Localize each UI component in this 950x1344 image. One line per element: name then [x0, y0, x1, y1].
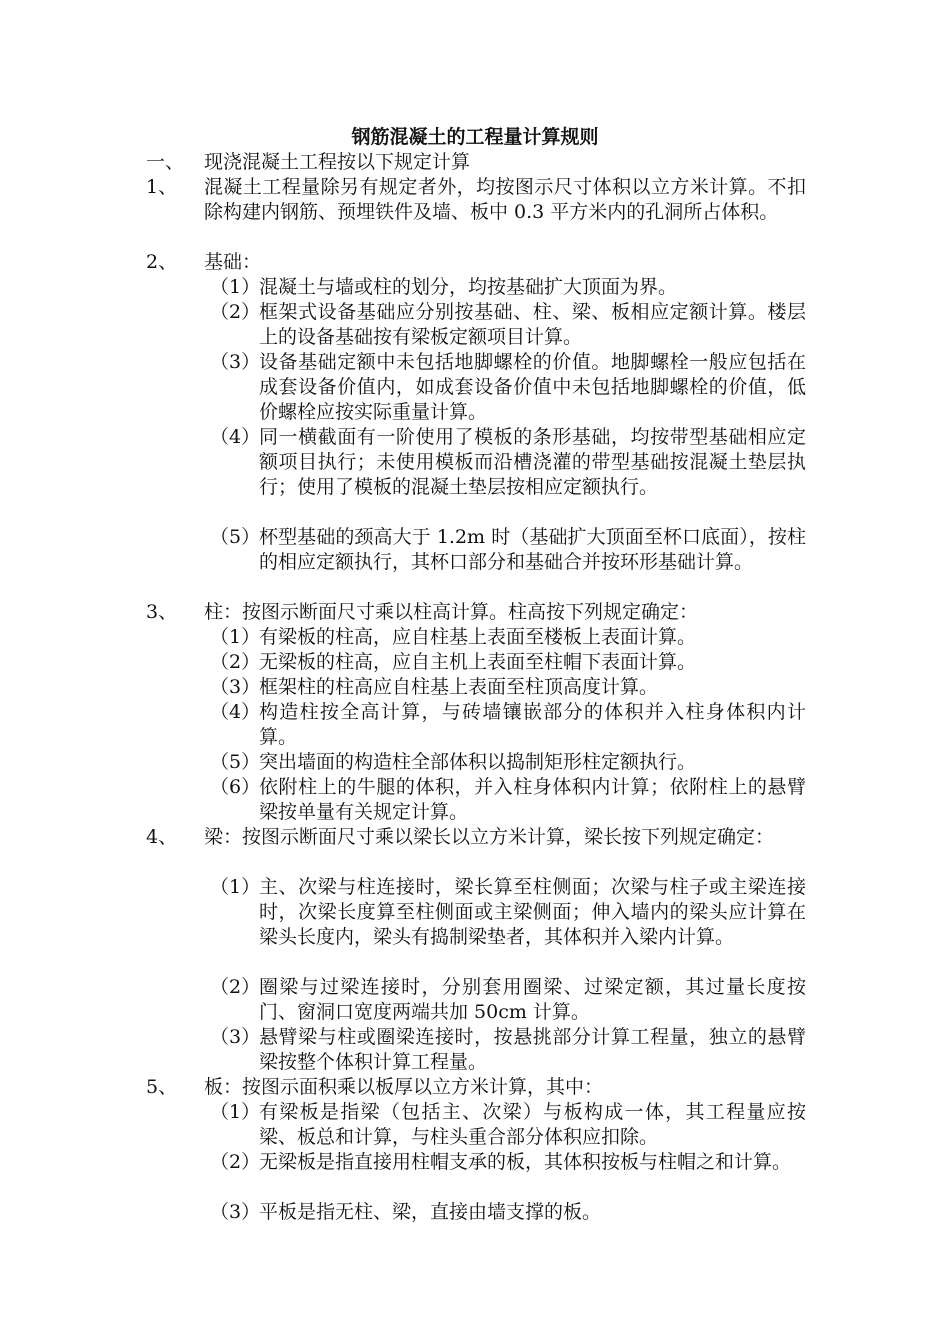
sub-item-text: 同一横截面有一阶使用了模板的条形基础，均按带型基础相应定额项目执行；未使用模板而沿槽浇灌的带型基础按混凝土垫层执行；使用了模板的混凝土垫层按相应定额执行。	[259, 426, 806, 498]
sub-item-text: 主、次梁与柱连接时，梁长算至柱侧面；次梁与柱子或主梁连接时，次梁长度算至柱侧面或主梁侧面；伸入墙内的梁头应计算在梁头长度内，梁头有捣制梁垫者，其体积并入梁内计算。	[259, 876, 806, 948]
sub-item-number: （2）	[210, 301, 261, 323]
item-text: 柱：按图示断面尺寸乘以柱高计算。柱高按下列规定确定：	[204, 601, 699, 623]
sub-item-text: 无梁板是指直接用柱帽支承的板，其体积按板与柱帽之和计算。	[259, 1151, 792, 1173]
sub-item-number: （6）	[210, 776, 261, 798]
sub-item-number: （2）	[210, 651, 261, 673]
sub-item-text: 框架式设备基础应分别按基础、柱、梁、板相应定额计算。楼层上的设备基础按有梁板定额项目计算。	[259, 301, 806, 348]
sub-item-number: （3）	[210, 351, 261, 373]
sub-item-number: （1）	[210, 626, 261, 648]
sub-item-text: 突出墙面的构造柱全部体积以捣制矩形柱定额执行。	[259, 751, 697, 773]
sub-item-text: 依附柱上的牛腿的体积，并入柱身体积内计算；依附柱上的悬臂梁按单量有关规定计算。	[259, 776, 806, 823]
item-number: 1、	[146, 176, 178, 198]
sub-item-text: 有梁板是指梁（包括主、次梁）与板构成一体，其工程量应按梁、板总和计算，与柱头重合部分体积应扣除。	[259, 1101, 806, 1148]
sub-item-number: （5）	[210, 526, 261, 548]
sub-item-number: （3）	[210, 1026, 261, 1048]
document-title: 钢筋混凝土的工程量计算规则	[351, 126, 599, 148]
sub-item-number: （1）	[210, 876, 261, 898]
sub-item-number: （2）	[210, 976, 261, 998]
sub-item-number: （5）	[210, 751, 261, 773]
section-heading: 现浇混凝土工程按以下规定计算	[204, 151, 471, 173]
sub-item-number: （1）	[210, 276, 261, 298]
section-number: 一、	[146, 151, 185, 173]
item-text: 梁：按图示断面尺寸乘以梁长以立方米计算，梁长按下列规定确定：	[204, 826, 775, 848]
sub-item-text: 有梁板的柱高，应自柱基上表面至楼板上表面计算。	[259, 626, 697, 648]
sub-item-number: （1）	[210, 1101, 261, 1123]
sub-item-text: 构造柱按全高计算，与砖墙镶嵌部分的体积并入柱身体积内计算。	[259, 701, 806, 748]
sub-item-text: 平板是指无柱、梁，直接由墙支撑的板。	[259, 1201, 602, 1223]
item-text: 板：按图示面积乘以板厚以立方米计算，其中：	[204, 1076, 604, 1098]
sub-item-text: 无梁板的柱高，应自主机上表面至柱帽下表面计算。	[259, 651, 697, 673]
item-number: 3、	[146, 601, 178, 623]
sub-item-text: 框架柱的柱高应自柱基上表面至柱顶高度计算。	[259, 676, 659, 698]
item-text: 基础：	[204, 251, 262, 273]
sub-item-text: 杯型基础的颈高大于 1.2m 时（基础扩大顶面至杯口底面），按柱的相应定额执行，其杯口部分和基础合并按环形基础计算。	[259, 526, 806, 573]
sub-item-number: （4）	[210, 701, 261, 723]
sub-item-number: （4）	[210, 426, 261, 448]
item-number: 4、	[146, 826, 178, 848]
item-number: 2、	[146, 251, 178, 273]
sub-item-number: （3）	[210, 1201, 261, 1223]
sub-item-text: 混凝土与墙或柱的划分，均按基础扩大顶面为界。	[259, 276, 678, 298]
item-text: 混凝土工程量除另有规定者外，均按图示尺寸体积以立方米计算。不扣除构建内钢筋、预埋铁件及墙、板中 0.3 平方米内的孔洞所占体积。	[204, 176, 806, 223]
sub-item-number: （2）	[210, 1151, 261, 1173]
sub-item-number: （3）	[210, 676, 261, 698]
sub-item-text: 悬臂梁与柱或圈梁连接时，按悬挑部分计算工程量，独立的悬臂梁按整个体积计算工程量。	[259, 1026, 806, 1073]
sub-item-text: 设备基础定额中未包括地脚螺栓的价值。地脚螺栓一般应包括在成套设备价值内，如成套设备价值中未包括地脚螺栓的价值，低价螺栓应按实际重量计算。	[259, 351, 806, 423]
item-number: 5、	[146, 1076, 178, 1098]
sub-item-text: 圈梁与过梁连接时，分别套用圈梁、过梁定额，其过量长度按门、窗洞口宽度两端共加 50cm 计算。	[259, 976, 806, 1023]
